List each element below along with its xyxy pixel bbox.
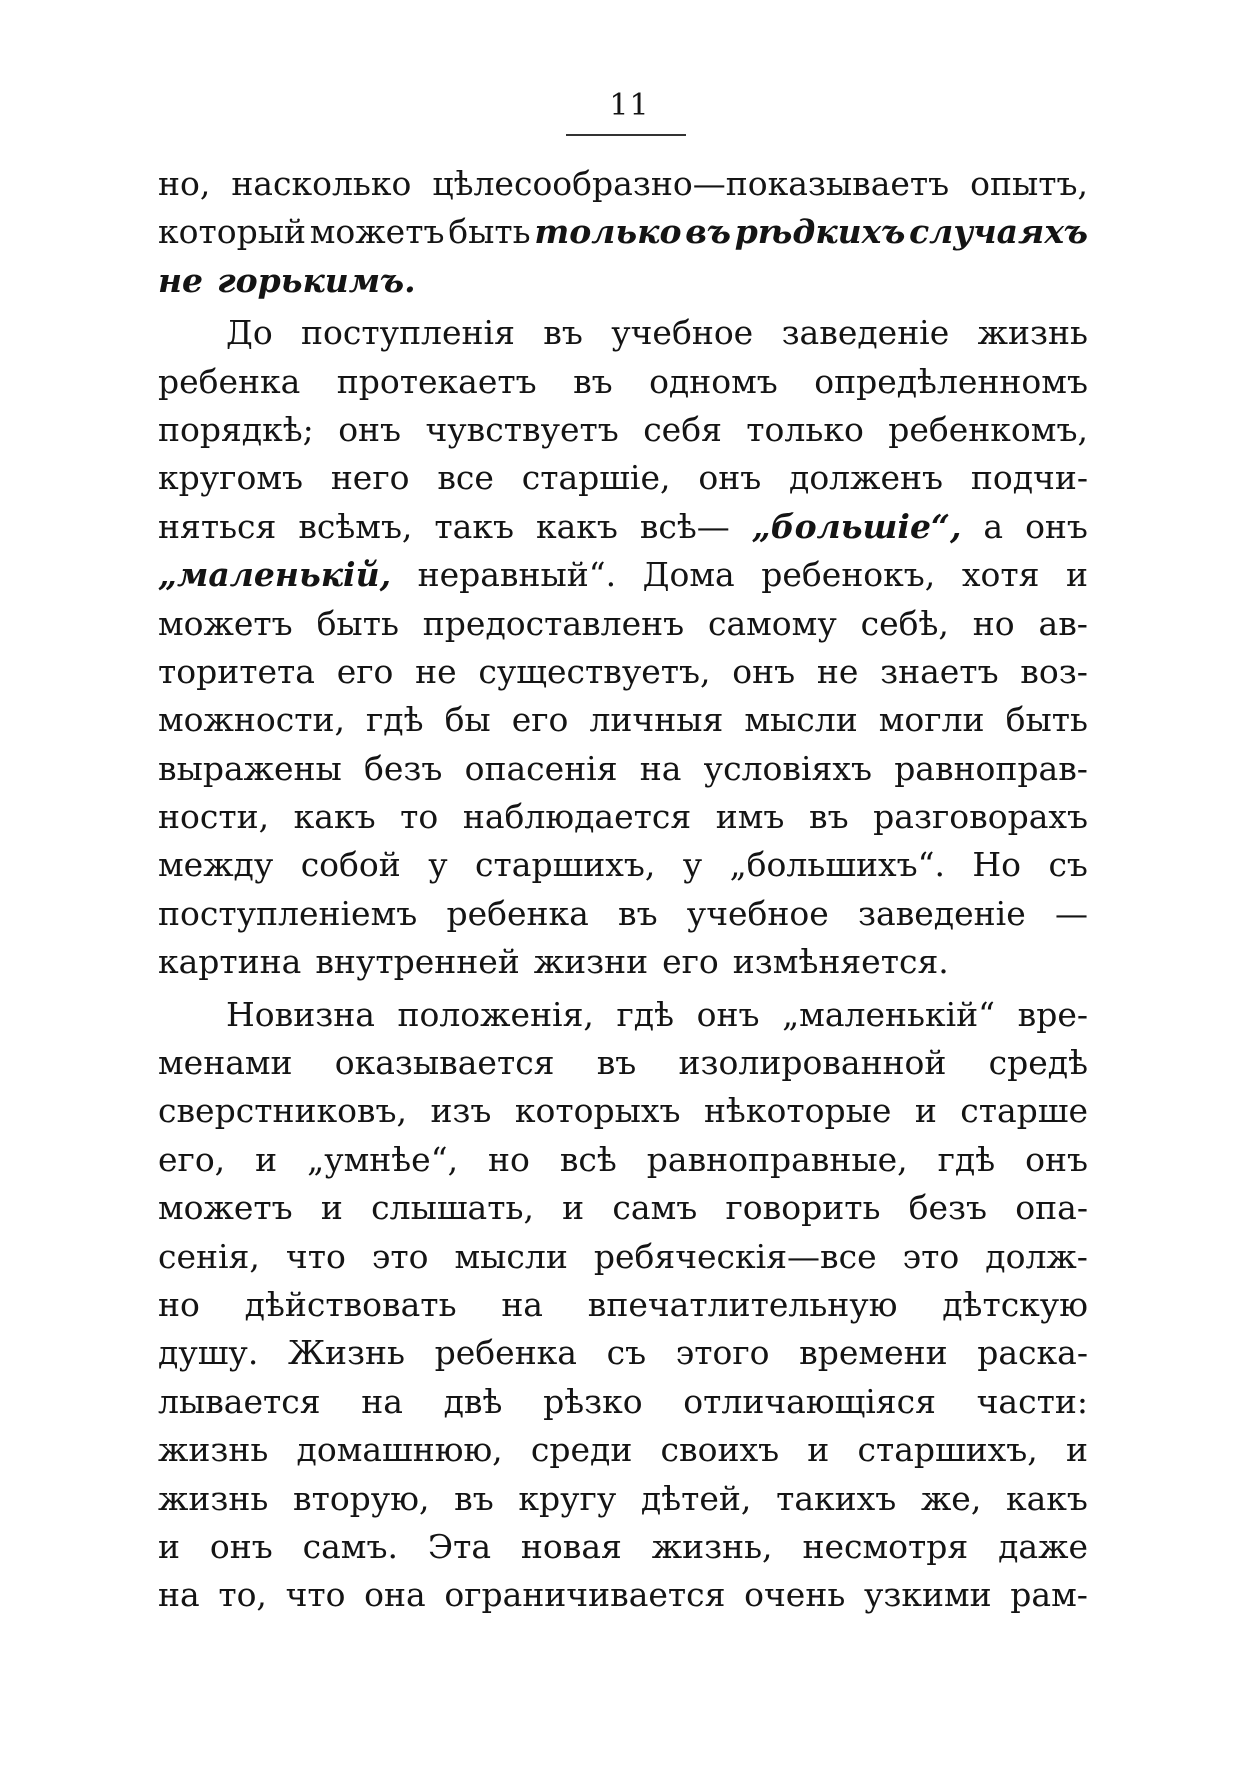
text-line — [158, 1039, 1088, 1087]
word: на — [361, 1381, 403, 1421]
word: Новизна — [226, 994, 375, 1034]
word: опредѣленномъ — [814, 361, 1088, 401]
word: мысли — [744, 700, 858, 740]
text-line — [158, 551, 1088, 599]
word: но — [488, 1139, 530, 1179]
word: опытъ, — [970, 164, 1088, 203]
word: онъ — [1025, 1139, 1088, 1179]
word: изъ — [430, 1091, 492, 1131]
word: До — [226, 313, 273, 353]
word: собой — [300, 845, 401, 885]
word: онъ — [1025, 506, 1088, 546]
word: и — [1065, 1430, 1088, 1470]
word: очень — [744, 1575, 846, 1615]
word: въ — [596, 1043, 637, 1083]
word: лывается — [158, 1381, 321, 1421]
word: опа- — [1015, 1188, 1088, 1228]
word: могли — [878, 700, 985, 740]
text-line — [158, 257, 1088, 305]
word: среди — [530, 1430, 633, 1470]
word: ребенокъ, — [761, 555, 936, 595]
word: его — [662, 942, 719, 982]
emphasized-word: „маленькій, — [158, 555, 392, 595]
word: ограничивается — [444, 1575, 726, 1615]
word: Эта — [427, 1526, 492, 1566]
text-line — [158, 600, 1088, 648]
word: но, — [158, 164, 211, 203]
word: старшихъ, — [475, 845, 656, 885]
word: поступленіемъ — [158, 893, 418, 933]
word: но — [972, 603, 1015, 643]
text-line — [158, 208, 1088, 256]
word: и — [320, 1188, 343, 1228]
word: порядкѣ; — [158, 409, 314, 449]
word: жизнь — [158, 1478, 269, 1518]
text-line — [158, 454, 1088, 502]
word: старшіе, — [521, 458, 671, 498]
word: старше — [960, 1091, 1088, 1131]
word: долж- — [985, 1236, 1088, 1276]
word: воз- — [1020, 651, 1088, 691]
emphasized-word: горькимъ. — [217, 260, 416, 300]
word: подчи- — [970, 458, 1088, 498]
emphasized-word: въ — [685, 212, 731, 252]
word: сверстниковъ, — [158, 1091, 407, 1131]
text-line — [158, 1281, 1088, 1329]
word: ребяческія—все — [593, 1236, 877, 1276]
word: вре- — [1017, 994, 1088, 1034]
word: раска- — [977, 1333, 1088, 1373]
word: предоставленъ — [422, 603, 685, 643]
word: всѣ — [559, 1139, 617, 1179]
page-number: 11 — [609, 88, 650, 123]
word: разговорахъ — [873, 797, 1088, 837]
word: няться — [158, 506, 277, 546]
word: заведеніе — [781, 313, 950, 353]
word: но — [158, 1284, 200, 1324]
text-line — [158, 991, 1088, 1039]
word: существуетъ, — [478, 651, 711, 691]
word: ребенка — [158, 361, 301, 401]
word: учебное — [611, 313, 754, 353]
word: говорить — [725, 1188, 881, 1228]
word: а — [983, 506, 1004, 546]
emphasized-word: случаяхъ — [909, 212, 1088, 252]
word: жизни — [533, 942, 649, 982]
word: онъ — [698, 458, 762, 498]
word: рѣзко — [543, 1381, 643, 1421]
text-line — [158, 890, 1088, 938]
word: какъ — [535, 506, 618, 546]
word: торитета — [158, 651, 315, 691]
word: гдѣ — [937, 1139, 996, 1179]
word: самъ — [612, 1188, 698, 1228]
word: не — [415, 651, 457, 691]
word: условіяхъ — [703, 748, 872, 788]
word: знаетъ — [880, 651, 999, 691]
emphasized-word: рѣдкихъ — [734, 212, 906, 252]
word: ребенкомъ, — [888, 409, 1088, 449]
word: себя — [643, 409, 722, 449]
word: двѣ — [443, 1381, 503, 1421]
word: онъ — [732, 651, 796, 691]
word: нѣкоторые — [703, 1091, 892, 1131]
word: быть — [448, 212, 531, 252]
word: поступленія — [301, 313, 515, 353]
word: можетъ — [309, 212, 445, 252]
word: заведеніе — [858, 893, 1026, 933]
word: своихъ — [660, 1430, 780, 1470]
text-line — [158, 1184, 1088, 1232]
word: дѣйствовать — [244, 1284, 457, 1324]
word: одномъ — [649, 361, 778, 401]
word: все — [437, 458, 494, 498]
word: только — [746, 409, 864, 449]
text-line — [158, 503, 1088, 551]
word: части: — [976, 1381, 1088, 1421]
word: него — [330, 458, 410, 498]
text-line — [158, 793, 1088, 841]
word: протекаетъ — [336, 361, 537, 401]
text-line — [158, 1087, 1088, 1135]
word: узкими — [863, 1575, 992, 1615]
word: изолированной — [678, 1043, 947, 1083]
word: онъ — [338, 409, 402, 449]
word: слышать, — [371, 1188, 534, 1228]
word: отличающіяся — [683, 1381, 936, 1421]
word: чувствуетъ — [425, 409, 619, 449]
word: оказывается — [334, 1043, 555, 1083]
word: долженъ — [789, 458, 944, 498]
word: „большихъ“. — [729, 845, 945, 885]
word: цѣлесообразно—показываетъ — [432, 164, 950, 203]
word: душу. — [158, 1333, 259, 1373]
word: картина — [158, 942, 302, 982]
word: „маленькій“ — [782, 994, 996, 1034]
word: учебное — [686, 893, 829, 933]
word: у — [428, 845, 448, 885]
text-line — [158, 1329, 1088, 1377]
word: вторую, — [292, 1478, 430, 1518]
word: онъ — [209, 1526, 273, 1566]
word: себѣ, — [860, 603, 949, 643]
word: въ — [543, 313, 583, 353]
word: какъ — [1006, 1478, 1088, 1518]
word: и — [562, 1188, 585, 1228]
word: она — [364, 1575, 426, 1615]
word: на — [639, 748, 682, 788]
word: жизнь, — [651, 1526, 773, 1566]
text-line — [158, 309, 1088, 357]
word: равноправ- — [894, 748, 1088, 788]
word: Жизнь — [287, 1333, 405, 1373]
word: ав- — [1038, 603, 1088, 643]
word: что — [285, 1575, 346, 1615]
word: выражены — [158, 748, 342, 788]
text-line — [158, 938, 1088, 986]
word: который — [158, 212, 307, 252]
word: въ — [809, 797, 849, 837]
word: домашнюю, — [296, 1430, 503, 1470]
word: кругомъ — [158, 458, 303, 498]
word: какъ — [293, 797, 376, 837]
word: можетъ — [158, 1188, 293, 1228]
word: Дома — [642, 555, 735, 595]
word: ребенка — [446, 893, 589, 933]
body-text — [158, 160, 1088, 1620]
word: это — [371, 1236, 429, 1276]
word: быть — [1005, 700, 1088, 740]
text-line — [158, 1233, 1088, 1281]
word: не — [816, 651, 859, 691]
text-line — [158, 1136, 1088, 1184]
word: имъ — [715, 797, 785, 837]
word: даже — [998, 1526, 1088, 1566]
word: ребенка — [434, 1333, 577, 1373]
emphasized-word: „большіе“, — [751, 506, 962, 546]
text-line — [158, 745, 1088, 793]
word: насколько — [231, 164, 412, 203]
word: то, — [218, 1575, 267, 1615]
text-line — [158, 696, 1088, 744]
word: быть — [316, 603, 399, 643]
text-line — [158, 1475, 1088, 1523]
word: личныя — [589, 700, 724, 740]
word: дѣтскую — [942, 1284, 1088, 1324]
word: — — [1054, 893, 1088, 933]
word: его — [511, 700, 569, 740]
word: сенія, — [158, 1236, 260, 1276]
word: у — [682, 845, 703, 885]
word: равноправные, — [646, 1139, 908, 1179]
word: съ — [606, 1333, 647, 1373]
word: то — [400, 797, 439, 837]
word: внутренней — [315, 942, 520, 982]
word: дѣтей, — [640, 1478, 752, 1518]
word: на — [501, 1284, 543, 1324]
word: измѣняется. — [732, 942, 949, 982]
word: такихъ — [776, 1478, 897, 1518]
word: времени — [799, 1333, 948, 1373]
text-line — [158, 1378, 1088, 1426]
word: онъ — [696, 994, 760, 1034]
word: неравный“. — [417, 555, 617, 595]
text-line — [158, 358, 1088, 406]
word: опасенія — [464, 748, 618, 788]
word: можетъ — [158, 603, 293, 643]
word: и — [807, 1430, 830, 1470]
word: бы — [444, 700, 491, 740]
word: въ — [618, 893, 658, 933]
word: самому — [707, 603, 837, 643]
text-line — [158, 1523, 1088, 1571]
word: кругу — [518, 1478, 617, 1518]
word: менами — [158, 1043, 293, 1083]
word: старшихъ, — [857, 1430, 1038, 1470]
word: безъ — [364, 748, 443, 788]
word: въ — [454, 1478, 494, 1518]
word: гдѣ — [616, 994, 675, 1034]
word: его — [336, 651, 394, 691]
word: и — [1065, 555, 1088, 595]
word: впечатлительную — [587, 1284, 898, 1324]
word: что — [285, 1236, 346, 1276]
word: въ — [573, 361, 613, 401]
word: и — [255, 1139, 278, 1179]
page-number-rule — [566, 134, 686, 136]
word: между — [158, 845, 274, 885]
word: безъ — [908, 1188, 988, 1228]
word: мысли — [454, 1236, 568, 1276]
word: Но — [972, 845, 1022, 885]
word: средѣ — [988, 1043, 1088, 1083]
word: этого — [675, 1333, 770, 1373]
text-line — [158, 1571, 1088, 1619]
word: и — [158, 1526, 180, 1566]
word: можности, — [158, 700, 345, 740]
word: такъ — [434, 506, 514, 546]
word: наблюдается — [462, 797, 692, 837]
text-line — [158, 160, 1088, 208]
text-line — [158, 406, 1088, 454]
word: его, — [158, 1139, 226, 1179]
emphasized-word: только — [534, 212, 682, 252]
word: всѣ— — [639, 506, 730, 546]
word: и — [914, 1091, 937, 1131]
word: ности, — [158, 797, 270, 837]
word: жизнь — [158, 1430, 269, 1470]
word: „умнѣе“, — [307, 1139, 459, 1179]
word: всѣмъ, — [298, 506, 413, 546]
word: съ — [1048, 845, 1088, 885]
word: рам- — [1010, 1575, 1088, 1615]
word: на — [158, 1575, 200, 1615]
text-line — [158, 648, 1088, 696]
word: же, — [920, 1478, 982, 1518]
emphasized-word: не — [158, 260, 204, 300]
word: жизнь — [977, 313, 1088, 353]
text-line — [158, 1426, 1088, 1474]
word: новая — [520, 1526, 622, 1566]
word: это — [902, 1236, 960, 1276]
word: положенія, — [397, 994, 594, 1034]
text-line — [158, 841, 1088, 889]
word: гдѣ — [366, 700, 424, 740]
word: несмотря — [802, 1526, 969, 1566]
word: хотя — [961, 555, 1040, 595]
word: самъ. — [302, 1526, 398, 1566]
word: которыхъ — [514, 1091, 681, 1131]
